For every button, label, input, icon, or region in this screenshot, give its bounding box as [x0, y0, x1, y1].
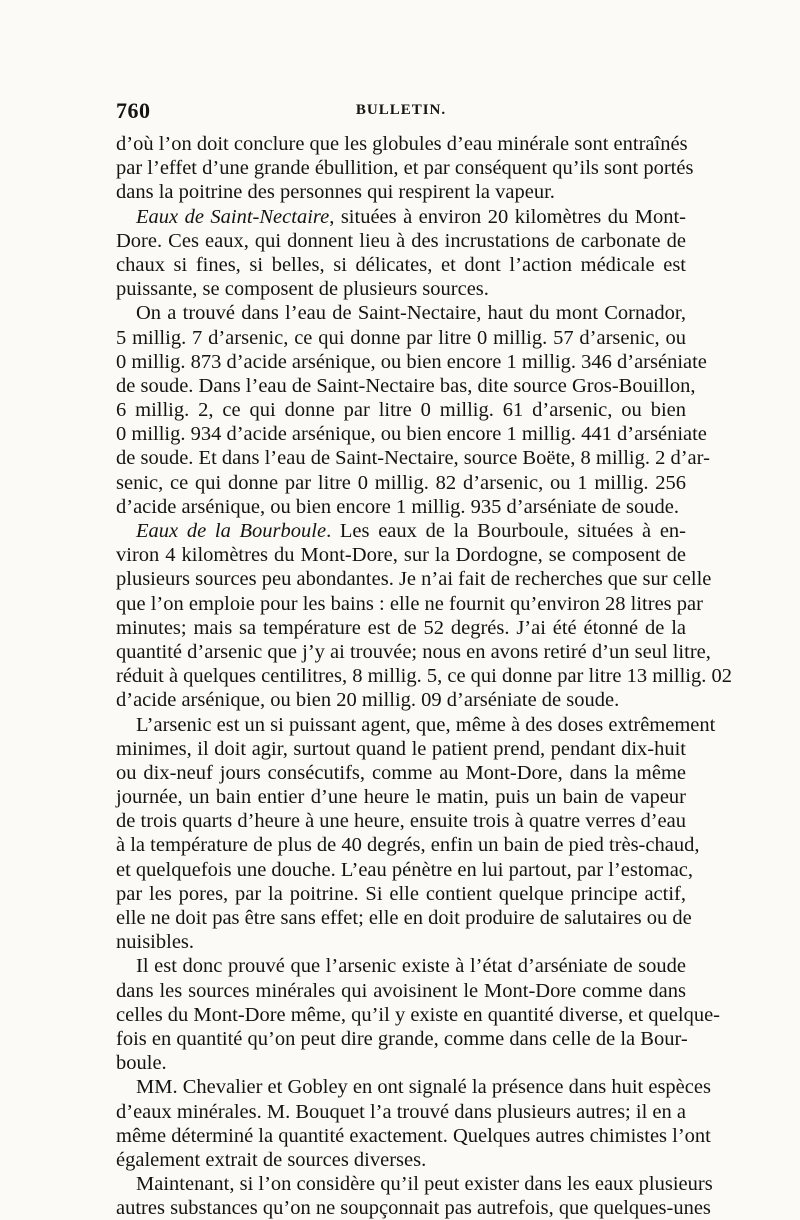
text-line — [116, 471, 686, 495]
line-text: Maintenant, si l’on considère qu’il peut exister dans les eaux plusieurs — [136, 1173, 713, 1196]
text-line — [116, 180, 686, 204]
italic-heading: Eaux de la Bourboule — [136, 520, 327, 542]
text-line — [116, 1196, 711, 1220]
text-line — [116, 1172, 713, 1196]
line-text: . Les eaux de la Bourboule, situées à en- — [326, 520, 686, 542]
text-line — [116, 882, 686, 906]
line-text: par les pores, par la poitrine. Si elle contient quelque principe actif, — [116, 882, 686, 905]
line-text: boule. — [116, 1052, 167, 1075]
line-text: viron 4 kilomètres du Mont-Dore, sur la Dordogne, se composent de — [116, 544, 686, 567]
text-line — [116, 422, 707, 446]
line-text: senic, ce qui donne par litre 0 millig. 82 d’arsenic, ou 1 millig. 256 — [116, 471, 686, 494]
line-text: nuisibles. — [116, 931, 195, 954]
line-text: autres substances qu’on ne soupçonnait pas autrefois, que quelques-unes — [116, 1197, 711, 1220]
line-text: de soude. Et dans l’eau de Saint-Nectaire, source Boëte, 8 millig. 2 d’ar- — [116, 447, 710, 470]
text-line — [116, 833, 700, 857]
text-line — [116, 858, 694, 882]
text-line — [116, 713, 716, 737]
text-line — [116, 229, 686, 253]
text-line — [116, 761, 686, 785]
line-text: à la température de plus de 40 degrés, enfin un bain de pied très-chaud, — [116, 834, 700, 857]
line-text: de trois quarts d’heure à une heure, ensuite trois à quatre verres d’eau — [116, 810, 686, 833]
text-line — [116, 1003, 720, 1027]
text-line — [116, 326, 686, 350]
text-line — [116, 1148, 686, 1172]
line-text: 0 millig. 934 d’acide arsénique, ou bien encore 1 millig. 441 d’arséniate — [116, 423, 707, 446]
text-line — [116, 132, 686, 156]
line-text: d’acide arsénique, ou bien 20 millig. 09 d’arséniate de soude. — [116, 689, 620, 712]
line-text: celles du Mont-Dore même, qu’il y existe en quantité diverse, et quelque- — [116, 1003, 720, 1026]
text-line — [116, 495, 686, 519]
text-line — [116, 930, 686, 954]
line-text: minutes; mais sa température est de 52 degrés. J’ai été étonné de la — [116, 616, 686, 639]
line-text: fois en quantité qu’on peut dire grande, comme dans celle de la Bour- — [116, 1027, 688, 1050]
line-text: dans la poitrine des personnes qui respirent la vapeur. — [116, 181, 555, 204]
line-text: journée, un bain entier d’une heure le matin, puis un bain de vapeur — [116, 786, 686, 809]
text-line — [116, 616, 686, 640]
line-text: puissante, se composent de plusieurs sources. — [116, 278, 489, 301]
line-text: plusieurs sources peu abondantes. Je n’ai fait de recherches que sur celle — [116, 568, 712, 591]
text-line — [116, 519, 686, 543]
page-number: 760 — [116, 98, 151, 123]
text-line — [116, 664, 733, 688]
text-line — [116, 1027, 686, 1051]
line-text: même déterminé la quantité exactement. Quelques autres chimistes l’ont — [116, 1124, 711, 1147]
line-text: réduit à quelques centilitres, 8 millig. 5, ce qui donne par litre 13 millig. 02 — [116, 665, 733, 688]
line-text: d’acide arsénique, ou bien encore 1 millig. 935 d’arséniate de soude. — [116, 495, 679, 518]
text-line — [116, 592, 703, 616]
text-line — [116, 205, 686, 229]
line-text: minimes, il doit agir, surtout quand le patient prend, pendant dix-huit — [116, 737, 686, 760]
text-line — [116, 253, 686, 277]
line-text: , situées à environ 20 kilomètres du Mont- — [329, 205, 686, 228]
line-text: MM. Chevalier et Gobley en ont signalé la présence dans huit espèces — [136, 1076, 711, 1099]
body-text — [116, 132, 733, 1220]
text-line — [116, 1051, 686, 1075]
text-line — [116, 543, 686, 567]
line-text: L’arsenic est un si puissant agent, que, même à des doses extrêmement — [136, 713, 716, 736]
line-text: On a trouvé dans l’eau de Saint-Nectaire, haut du mont Cornador, — [136, 302, 686, 325]
line-text: également extrait de sources diverses. — [116, 1148, 427, 1171]
text-line — [116, 350, 707, 374]
page-header — [116, 98, 686, 124]
line-text: dans les sources minérales qui avoisinent le Mont-Dore comme dans — [116, 979, 686, 1002]
line-text: d’eaux minérales. M. Bouquet l’a trouvé dans plusieurs autres; il en a — [116, 1100, 686, 1123]
line-text: et quelquefois une douche. L’eau pénètre en lui partout, par l’estomac, — [116, 858, 694, 881]
text-line — [116, 954, 686, 978]
text-line — [116, 1124, 711, 1148]
text-line — [116, 785, 686, 809]
text-line — [116, 567, 712, 591]
line-text: quantité d’arsenic que j’y ai trouvée; nous en avons retiré d’un seul litre, — [116, 640, 711, 663]
text-line — [116, 906, 692, 930]
text-line — [116, 301, 686, 325]
text-line — [116, 156, 694, 180]
text-line — [116, 809, 686, 833]
text-line — [116, 1100, 686, 1124]
line-text: 0 millig. 873 d’acide arsénique, ou bien encore 1 millig. 346 d’arséniate — [116, 350, 707, 373]
line-text: ou dix-neuf jours consécutifs, comme au Mont-Dore, dans la même — [116, 761, 686, 784]
line-text: par l’effet d’une grande ébullition, et par conséquent qu’ils sont portés — [116, 157, 694, 180]
line-text: d’où l’on doit conclure que les globules d’eau minérale sont entraînés — [116, 133, 688, 155]
text-line — [116, 446, 710, 470]
text-line — [116, 1075, 711, 1099]
text-line — [116, 737, 686, 761]
line-text: de soude. Dans l’eau de Saint-Nectaire bas, dite source Gros-Bouillon, — [116, 374, 696, 397]
line-text: 5 millig. 7 d’arsenic, ce qui donne par litre 0 millig. 57 d’arsenic, ou — [116, 326, 686, 349]
line-text: Il est donc prouvé que l’arsenic existe à l’état d’arséniate de soude — [136, 955, 686, 978]
text-line — [116, 688, 686, 712]
text-line — [116, 640, 711, 664]
line-text: Dore. Ces eaux, qui donnent lieu à des incrustations de carbonate de — [116, 229, 686, 252]
text-line — [116, 374, 696, 398]
italic-heading: Eaux de Saint-Nectaire — [136, 205, 330, 228]
line-text: elle ne doit pas être sans effet; elle en doit produire de salutaires ou de — [116, 907, 692, 929]
running-head: BULLETIN. — [355, 102, 447, 118]
text-line — [116, 979, 686, 1003]
text-line — [116, 398, 686, 422]
text-line — [116, 277, 686, 301]
line-text: chaux si fines, si belles, si délicates, et dont l’action médicale est — [116, 253, 686, 276]
line-text: 6 millig. 2, ce qui donne par litre 0 millig. 61 d’arsenic, ou bien — [116, 399, 686, 422]
line-text: que l’on emploie pour les bains : elle ne fournit qu’environ 28 litres par — [116, 592, 703, 615]
